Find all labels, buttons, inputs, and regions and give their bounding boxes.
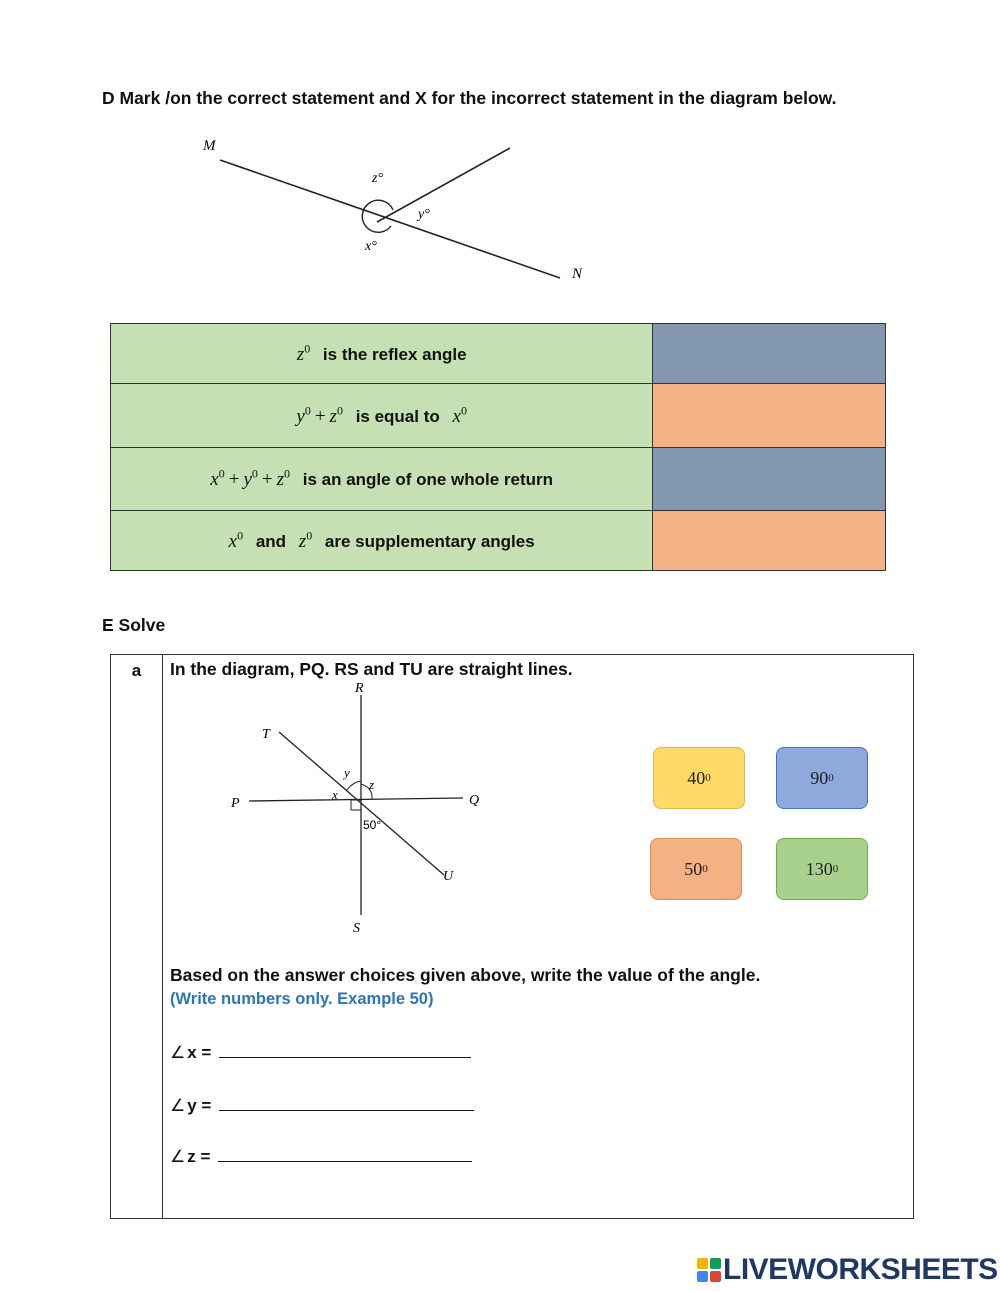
label-z: z°	[372, 171, 384, 186]
answer-z-label: z =	[187, 1147, 211, 1166]
statement-text: is the reflex angle	[322, 344, 467, 364]
column-divider	[162, 655, 163, 1218]
choice-40-tile[interactable]: 40 0	[653, 747, 745, 809]
label-x: x°	[365, 239, 377, 254]
choice-50-tile[interactable]: 50 0	[650, 838, 742, 900]
label-z: z	[369, 777, 375, 792]
statement-text: is an angle of one whole return	[302, 470, 554, 490]
label-s: S	[353, 921, 360, 936]
answer-z-row	[170, 1147, 472, 1167]
answer-drop-box[interactable]	[653, 448, 886, 511]
choice-130-tile[interactable]: 130 0	[776, 838, 868, 900]
label-y: y°	[418, 207, 430, 222]
label-y: y	[344, 765, 350, 780]
part-label: a	[131, 661, 142, 680]
statement-cell: $y^0 + z^0$ is equal to $x^0$	[111, 384, 653, 448]
statement-row	[111, 384, 886, 448]
answer-y-row	[170, 1096, 474, 1116]
statement-row	[111, 448, 886, 511]
statement-row	[111, 324, 886, 384]
answer-drop-box[interactable]	[653, 384, 886, 448]
answer-x-label: x =	[187, 1043, 212, 1062]
section-e-heading: E Solve	[102, 615, 166, 635]
statement-cell: $x^0$ and $z^0$ are supplementary angles	[111, 511, 653, 571]
line-mn	[220, 160, 560, 278]
instruction-text: Based on the answer choices given above, write the value of the angle.	[170, 965, 761, 985]
answer-x-input[interactable]	[219, 1043, 471, 1058]
answer-drop-box[interactable]	[653, 511, 886, 571]
label-r: R	[355, 681, 364, 696]
answer-x-row	[170, 1043, 471, 1063]
label-p: P	[231, 796, 240, 811]
label-m: M	[203, 138, 216, 154]
statement-cell: $x^0 + y^0 + z^0$ is an angle of one whole return	[111, 448, 653, 511]
statement-cell: $z^0$ is the reflex angle	[111, 324, 653, 384]
angle-icon: ∠	[170, 1096, 186, 1116]
intersecting-lines-diagram	[195, 130, 605, 290]
statements-table	[110, 323, 886, 571]
label-t: T	[262, 727, 270, 742]
label-50: 50°	[363, 818, 382, 832]
label-n: N	[572, 266, 583, 282]
liveworksheets-logo-icon	[697, 1258, 721, 1282]
statement-text: is equal to	[355, 406, 440, 426]
statement-and: and	[255, 531, 287, 551]
solve-box	[110, 654, 914, 1219]
section-d-heading: D Mark /on the correct statement and X for the incorrect statement in the diagram below.	[102, 88, 837, 108]
straight-lines-diagram	[231, 680, 501, 940]
label-q: Q	[469, 793, 480, 808]
hint-text: (Write numbers only. Example 50)	[170, 990, 434, 1008]
angle-icon: ∠	[170, 1147, 186, 1167]
angle-icon: ∠	[170, 1043, 186, 1063]
answer-drop-box[interactable]	[653, 324, 886, 384]
angle-arc-y	[347, 781, 361, 790]
choice-90-tile[interactable]: 90 0	[776, 747, 868, 809]
statement-row	[111, 511, 886, 571]
label-x: x	[332, 787, 338, 802]
answer-z-input[interactable]	[218, 1147, 472, 1162]
ray-up-right	[377, 148, 510, 222]
label-u: U	[443, 869, 454, 884]
liveworksheets-brand	[697, 1255, 998, 1285]
problem-intro: In the diagram, PQ. RS and TU are straight lines.	[170, 659, 573, 679]
answer-y-input[interactable]	[219, 1096, 474, 1111]
brand-text: LIVEWORKSHEETS	[723, 1253, 998, 1286]
answer-y-label: y =	[187, 1096, 212, 1115]
statement-text: are supplementary angles	[324, 531, 535, 551]
